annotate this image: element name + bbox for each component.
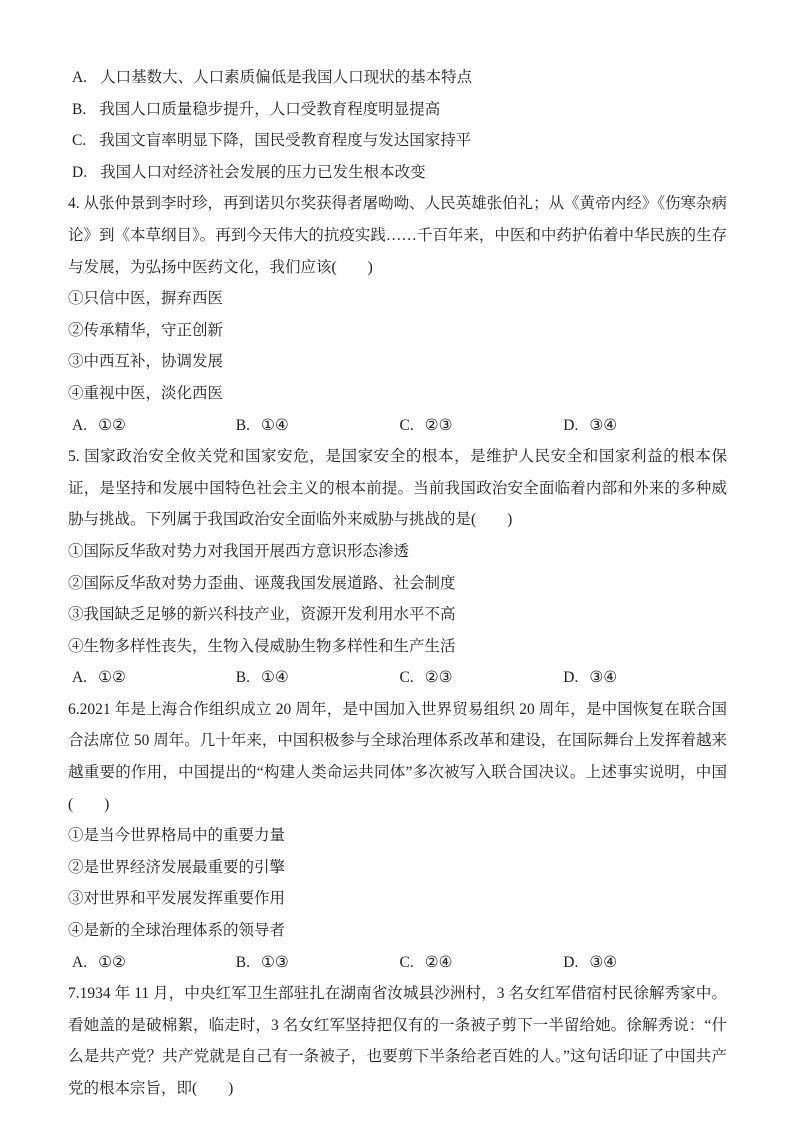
q4-item-4: ④重视中医，淡化西医 bbox=[68, 384, 224, 402]
q3-option-b bbox=[68, 94, 727, 126]
q4-item-1: ①只信中医，摒弃西医 bbox=[68, 290, 224, 308]
q6-choice-a bbox=[72, 947, 236, 979]
q3-option-d-text: 我国人口对经济社会发展的压力已发生根本改变 bbox=[100, 163, 426, 181]
q6-item-2: ②是世界经济发展最重要的引擎 bbox=[68, 858, 286, 876]
q6-choice-d-value: ③④ bbox=[589, 953, 618, 971]
q6-choice-b bbox=[236, 947, 400, 979]
q6-choice-d-label: D. bbox=[563, 953, 579, 971]
q4-choice-a-value: ①② bbox=[98, 416, 126, 434]
q4-choice-a bbox=[72, 410, 236, 442]
q6-stem: 6.2021 年是上海合作组织成立 20 周年，是中国加入世界贸易组织 20 周年，是中国恢复在联合国合法席位 50 周年。几十年来，中国积极参与全球治理体系改革和建设，在国际舞台上发挥着越来越重要的作用，中国提出的“构建人类命运共同体”多次被写入联合国决议。上述事实说明，中国( ) bbox=[68, 700, 727, 813]
q6-choice-c-value: ②④ bbox=[424, 953, 453, 971]
q3-option-b-text: 我国人口质量稳步提升，人口受教育程度明显提高 bbox=[99, 100, 441, 118]
q7-stem: 7.1934 年 11 月，中央红军卫生部驻扎在湖南省汝城县沙洲村，3 名女红军借宿村民徐解秀家中。看她盖的是破棉絮，临走时，3 名女红军坚持把仅有的一条被子剪下一半留给她。徐解秀说：“什么是共产党？共产党就是自己有一条被子，也要剪下半条给老百姓的人。”这句话印证了中国共产党的根本宗旨，即( ) bbox=[68, 985, 727, 1097]
q4-item-3: ③中西互补，协调发展 bbox=[68, 353, 224, 371]
q4-choice-b-value: ①④ bbox=[260, 416, 289, 434]
q6-choices-row bbox=[68, 947, 727, 979]
q5-stem: 5. 国家政治安全攸关党和国家安危，是国家安全的根本，是维护人民安全和国家利益的根本保证，是坚持和发展中国特色社会主义的根本前提。当前我国政治安全面临着内部和外来的多种威胁与挑战。下列属于我国政治安全面临外来威胁与挑战的是( ) bbox=[68, 448, 727, 529]
q6-item-1: ①是当今世界格局中的重要力量 bbox=[68, 827, 286, 845]
q5-choice-b bbox=[236, 662, 400, 694]
q6-choice-c bbox=[400, 947, 564, 979]
q3-option-b-label: B. bbox=[72, 100, 87, 118]
q5-item-4: ④生物多样性丧失，生物入侵威胁生物多样性和生产生活 bbox=[68, 637, 456, 655]
q5-choice-b-value: ①④ bbox=[260, 669, 289, 687]
q4-choice-b bbox=[236, 410, 400, 442]
q4-choice-c-label: C. bbox=[399, 416, 414, 434]
q4-choice-c bbox=[400, 410, 564, 442]
q5-choice-a-label: A. bbox=[72, 669, 88, 687]
q5-item-3: ③我国缺乏足够的新兴科技产业，资源开发利用水平不高 bbox=[68, 606, 456, 624]
q4-choice-d-value: ③④ bbox=[589, 416, 618, 434]
q6-choice-a-label: A. bbox=[72, 953, 88, 971]
q6-choice-b-label: B. bbox=[235, 953, 250, 971]
q5-choice-d-value: ③④ bbox=[589, 669, 618, 687]
q6-choice-a-value: ①② bbox=[98, 953, 126, 971]
q3-option-c bbox=[68, 125, 727, 157]
q4-choices-row bbox=[68, 410, 727, 442]
q4-choice-a-label: A. bbox=[72, 416, 88, 434]
q3-option-c-text: 我国文盲率明显下降，国民受教育程度与发达国家持平 bbox=[99, 132, 472, 150]
q3-option-a bbox=[68, 62, 727, 94]
q4-choice-d bbox=[563, 410, 727, 442]
q5-choice-a-value: ①② bbox=[98, 669, 126, 687]
q4-choice-d-label: D. bbox=[563, 416, 579, 434]
q3-option-d-label: D. bbox=[72, 163, 88, 181]
q6-choice-d bbox=[563, 947, 727, 979]
q4-stem: 4. 从张仲景到李时珍，再到诺贝尔奖获得者屠呦呦、人民英雄张伯礼；从《黄帝内经》《伤寒杂病论》到《本草纲目》。再到今天伟大的抗疫实践……千百年来，中医和中药护佑着中华民族的生存与发展，为弘扬中医药文化，我们应该( ) bbox=[68, 195, 727, 276]
q5-choice-a bbox=[72, 662, 236, 694]
q4-item-2: ②传承精华，守正创新 bbox=[68, 321, 224, 339]
q6-item-3: ③对世界和平发展发挥重要作用 bbox=[68, 890, 286, 908]
q5-item-2: ②国际反华敌对势力歪曲、诬蔑我国发展道路、社会制度 bbox=[68, 574, 456, 592]
q6-item-4: ④是新的全球治理体系的领导者 bbox=[68, 922, 286, 940]
q5-choices-row bbox=[68, 662, 727, 694]
q6-choice-c-label: C. bbox=[399, 953, 414, 971]
q5-choice-b-label: B. bbox=[235, 669, 250, 687]
q5-choice-c-label: C. bbox=[399, 669, 414, 687]
q4-choice-c-value: ②③ bbox=[424, 416, 453, 434]
q5-choice-c bbox=[400, 662, 564, 694]
q6-choice-b-value: ①③ bbox=[260, 953, 289, 971]
q5-choice-c-value: ②③ bbox=[424, 669, 453, 687]
q5-choice-d-label: D. bbox=[563, 669, 579, 687]
q4-choice-b-label: B. bbox=[235, 416, 250, 434]
q5-choice-d bbox=[563, 662, 727, 694]
q3-option-a-text: 人口基数大、人口素质偏低是我国人口现状的基本特点 bbox=[100, 69, 473, 86]
q3-option-c-label: C. bbox=[72, 132, 87, 150]
q3-option-d bbox=[68, 157, 727, 189]
q5-item-1: ①国际反华敌对势力对我国开展西方意识形态渗透 bbox=[68, 542, 410, 560]
q3-option-a-label: A. bbox=[72, 69, 88, 86]
